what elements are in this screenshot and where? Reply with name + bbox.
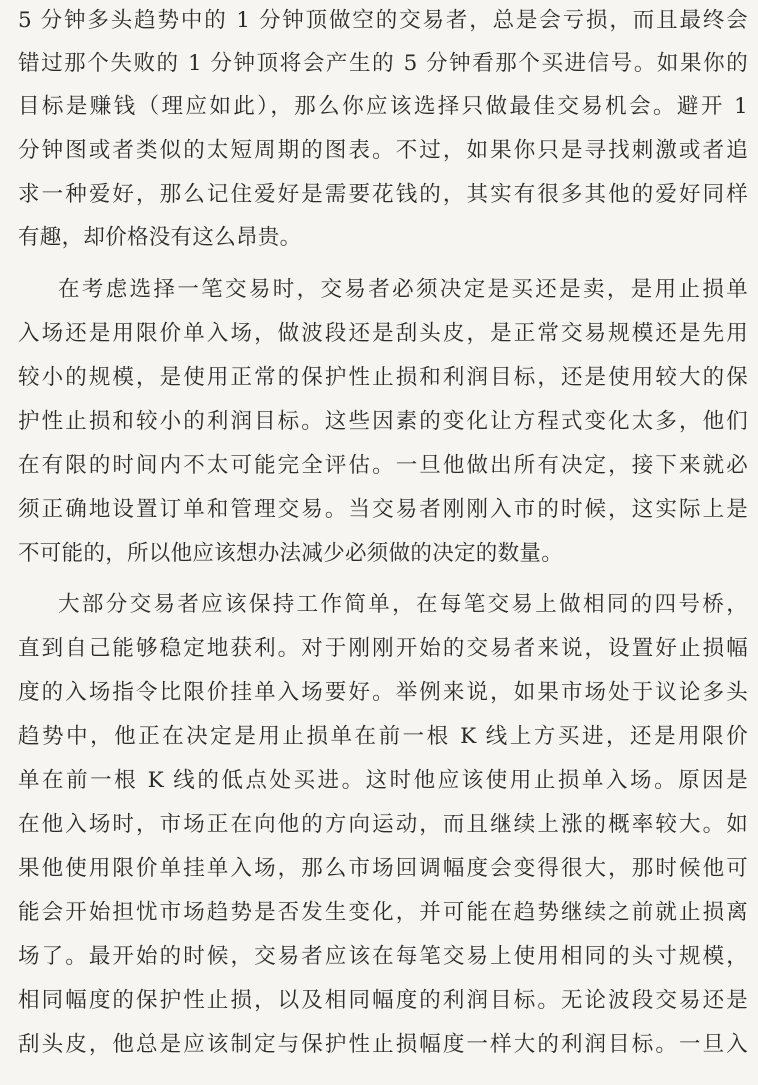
text-line: 直到自己能够稳定地获利。对于刚刚开始的交易者来说，设置好止损幅 xyxy=(18,636,748,661)
text-line: 错过那个失败的 1 分钟顶将会产生的 5 分钟看那个买进信号。如果你的 xyxy=(18,51,748,76)
text-line: 在有限的时间内不太可能完全评估。一旦他做出所有决定，接下来就必 xyxy=(18,453,748,478)
text-line: 目标是赚钱（理应如此），那么你应该选择只做最佳交易机会。避开 1 xyxy=(18,94,748,119)
text-line: 分钟图或者类似的太短周期的图表。不过，如果你只是寻找刺激或者追 xyxy=(18,138,748,163)
text-line: 刮头皮，他总是应该制定与保护性止损幅度一样大的利润目标。一旦入 xyxy=(18,1032,748,1057)
text-line: 在考虑选择一笔交易时，交易者必须决定是买还是卖，是用止损单 xyxy=(58,277,748,302)
text-line: 护性止损和较小的利润目标。这些因素的变化让方程式变化太多，他们 xyxy=(18,409,748,434)
text-line: 5 分钟多头趋势中的 1 分钟顶做空的交易者，总是会亏损，而且最终会 xyxy=(18,8,748,33)
text-line: 较小的规模，是使用正常的保护性止损和利润目标，还是使用较大的保 xyxy=(18,365,748,390)
text-line: 果他使用限价单挂单入场，那么市场回调幅度会变得很大，那时候他可 xyxy=(18,856,748,881)
text-line: 有趣，却价格没有这么昂贵。 xyxy=(18,225,302,250)
text-line: 相同幅度的保护性止损，以及相同幅度的利润目标。无论波段交易还是 xyxy=(18,988,748,1013)
text-line: 入场还是用限价单入场，做波段还是刮头皮，是正常交易规模还是先用 xyxy=(18,321,748,346)
text-line: 在他入场时，市场正在向他的方向运动，而且继续上涨的概率较大。如 xyxy=(18,812,748,837)
text-line: 大部分交易者应该保持工作简单，在每笔交易上做相同的四号桥， xyxy=(58,592,748,617)
text-line: 须正确地设置订单和管理交易。当交易者刚刚入市的时候，这实际上是 xyxy=(18,497,748,522)
text-line: 场了。最开始的时候，交易者应该在每笔交易上使用相同的头寸规模， xyxy=(18,944,748,969)
text-line: 趋势中，他正在决定是用止损单在前一根 K 线上方买进，还是用限价 xyxy=(18,724,748,749)
text-line: 不可能的，所以他应该想办法减少必须做的决定的数量。 xyxy=(18,541,564,566)
text-line: 能会开始担忧市场趋势是否发生变化，并可能在趋势继续之前就止损离 xyxy=(18,900,748,925)
text-line: 单在前一根 K 线的低点处买进。这时他应该使用止损单入场。原因是 xyxy=(18,768,748,793)
text-line: 度的入场指令比限价挂单入场要好。举例来说，如果市场处于议论多头 xyxy=(18,680,748,705)
text-line: 求一种爱好，那么记住爱好是需要花钱的，其实有很多其他的爱好同样 xyxy=(18,182,748,207)
